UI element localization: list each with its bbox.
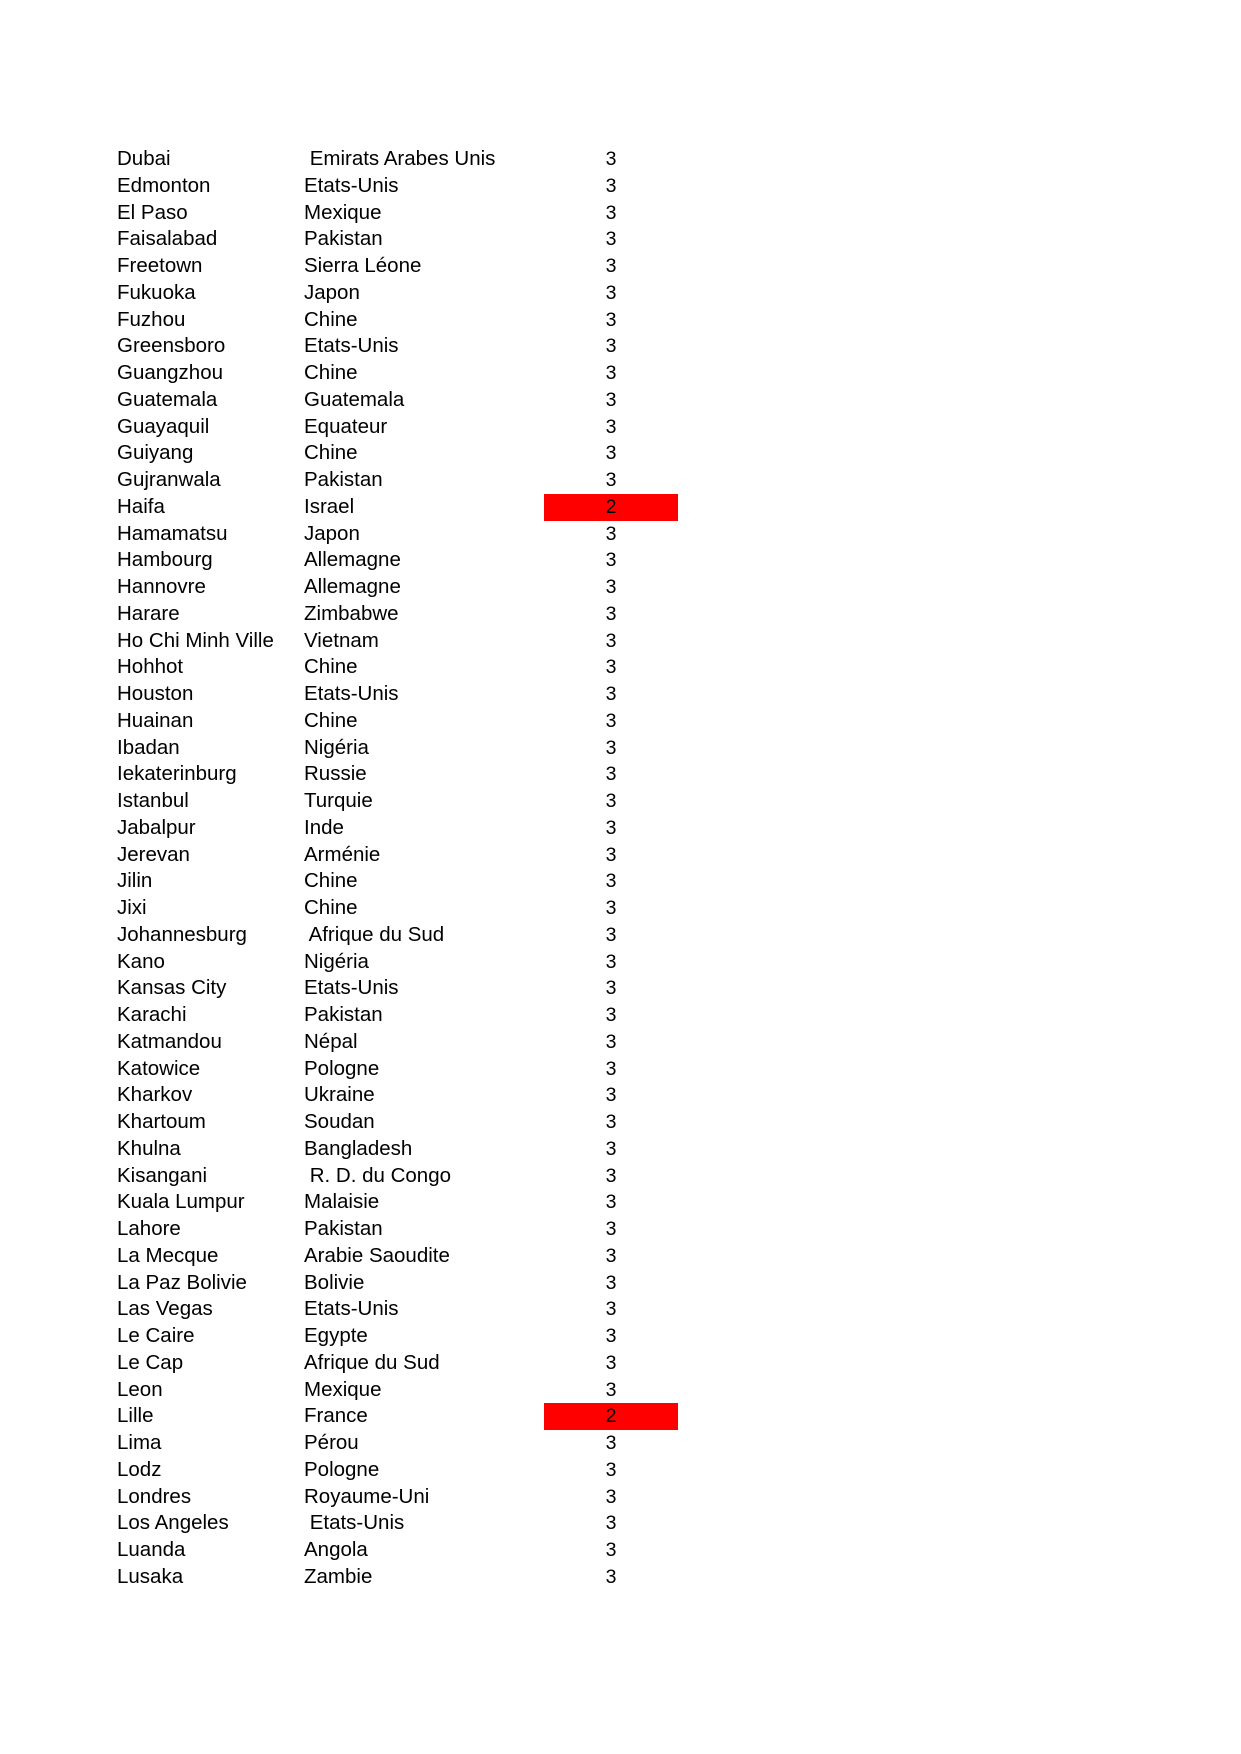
table-row <box>0 1056 1241 1083</box>
score-cell[interactable]: 3 <box>605 1485 617 1508</box>
country-cell[interactable]: Royaume-Uni <box>304 1484 430 1508</box>
score-cell-highlighted[interactable]: 2 <box>544 1403 678 1430</box>
country-cell[interactable]: Bangladesh <box>304 1136 413 1160</box>
city-cell[interactable]: Jilin <box>117 869 153 893</box>
table-row <box>0 360 1241 387</box>
country-cell[interactable]: Turquie <box>304 789 373 812</box>
country-cell[interactable]: Chine <box>304 869 358 893</box>
city-cell[interactable]: Karachi <box>117 1003 187 1026</box>
country-cell[interactable]: Chine <box>304 896 358 919</box>
table-row <box>0 280 1241 307</box>
country-cell[interactable]: Russie <box>304 762 367 786</box>
score-cell[interactable]: 3 <box>605 415 617 438</box>
score-cell[interactable]: 3 <box>605 201 617 224</box>
country-cell[interactable]: Pologne <box>304 1457 380 1481</box>
city-cell[interactable]: Huainan <box>117 708 194 732</box>
score-cell[interactable]: 3 <box>605 1298 617 1321</box>
city-cell[interactable]: Leon <box>117 1377 163 1401</box>
city-cell[interactable]: Lille <box>117 1404 154 1428</box>
table-row <box>0 1377 1241 1404</box>
city-cell[interactable]: Haifa <box>117 494 165 518</box>
city-cell[interactable]: Iekaterinburg <box>117 762 237 786</box>
score-cell[interactable]: 3 <box>605 148 617 170</box>
country-cell[interactable]: Etats-Unis <box>304 976 399 1000</box>
score-cell[interactable]: 3 <box>605 629 617 652</box>
score-cell[interactable]: 3 <box>605 1030 617 1053</box>
country-cell[interactable]: Pakistan <box>304 1217 383 1240</box>
table-row <box>0 735 1241 762</box>
city-cell[interactable]: Fuzhou <box>117 307 186 331</box>
score-cell[interactable]: 3 <box>605 1565 617 1588</box>
table-row <box>0 1484 1241 1511</box>
table-row <box>0 307 1241 334</box>
city-cell[interactable]: Edmonton <box>117 173 211 197</box>
country-cell[interactable]: Mexique <box>304 200 382 224</box>
table-row <box>0 842 1241 869</box>
table-row <box>0 1457 1241 1484</box>
table-row <box>0 414 1241 441</box>
country-cell[interactable]: Afrique du Sud <box>304 1350 440 1374</box>
city-cell[interactable]: Kisangani <box>117 1163 208 1187</box>
country-cell[interactable]: Etats-Unis <box>304 1511 405 1535</box>
city-cell[interactable]: Hamamatsu <box>117 521 228 545</box>
table-row <box>0 173 1241 200</box>
city-cell[interactable]: Fukuoka <box>117 280 196 304</box>
city-cell[interactable]: Lodz <box>117 1457 162 1481</box>
city-cell[interactable]: La Mecque <box>117 1243 219 1267</box>
table-row <box>0 1430 1241 1457</box>
table-row <box>0 708 1241 735</box>
city-cell[interactable]: Katmandou <box>117 1029 222 1053</box>
table-row <box>0 226 1241 253</box>
table-row <box>0 1002 1241 1029</box>
table-row <box>0 815 1241 842</box>
score-cell[interactable]: 3 <box>605 1244 617 1267</box>
table-row <box>0 200 1241 227</box>
score-cell[interactable]: 3 <box>605 1351 617 1374</box>
score-cell[interactable]: 3 <box>605 816 617 839</box>
table-row <box>0 1243 1241 1270</box>
country-cell[interactable]: Pakistan <box>304 468 383 491</box>
country-cell[interactable]: Soudan <box>304 1110 375 1133</box>
spreadsheet-table <box>0 146 1241 1591</box>
country-cell[interactable]: Etats-Unis <box>304 334 399 358</box>
city-cell[interactable]: Kano <box>117 949 165 973</box>
country-cell[interactable]: Etats-Unis <box>304 682 399 705</box>
score-cell[interactable]: 3 <box>605 522 617 545</box>
city-cell[interactable]: Faisalabad <box>117 227 218 251</box>
score-cell[interactable]: 3 <box>605 656 617 679</box>
table-row <box>0 895 1241 922</box>
country-cell[interactable]: Allemagne <box>304 548 401 572</box>
score-cell[interactable]: 3 <box>605 950 617 973</box>
score-cell[interactable]: 3 <box>605 335 617 358</box>
score-cell[interactable]: 3 <box>605 255 617 277</box>
score-cell[interactable]: 3 <box>605 683 617 705</box>
country-cell[interactable]: Inde <box>304 815 344 839</box>
score-cell[interactable]: 3 <box>605 790 617 812</box>
city-cell[interactable]: Luanda <box>117 1538 186 1561</box>
table-row <box>0 868 1241 895</box>
table-row <box>0 1189 1241 1216</box>
score-cell[interactable]: 3 <box>605 1512 617 1535</box>
table-row <box>0 628 1241 655</box>
country-cell[interactable]: Japon <box>304 521 360 545</box>
score-cell[interactable]: 3 <box>605 174 617 197</box>
city-cell[interactable]: Istanbul <box>117 789 189 812</box>
city-cell[interactable]: Hambourg <box>117 548 213 572</box>
table-row <box>0 1136 1241 1163</box>
score-cell[interactable]: 3 <box>605 1004 617 1026</box>
score-cell[interactable]: 3 <box>605 736 617 759</box>
city-cell[interactable]: Ho Chi Minh Ville <box>117 628 274 652</box>
city-cell[interactable]: Guiyang <box>117 441 194 465</box>
table-row <box>0 1323 1241 1350</box>
country-cell[interactable]: Angola <box>304 1538 368 1561</box>
city-cell[interactable]: Freetown <box>117 254 203 277</box>
table-row <box>0 681 1241 708</box>
city-cell[interactable]: Le Cap <box>117 1350 184 1374</box>
country-cell[interactable]: Nigéria <box>304 735 369 759</box>
score-cell[interactable]: 3 <box>605 1325 617 1347</box>
score-cell[interactable]: 3 <box>605 1378 617 1401</box>
city-cell[interactable]: Greensboro <box>117 334 226 358</box>
score-cell[interactable]: 3 <box>605 1111 617 1133</box>
city-cell[interactable]: Hannovre <box>117 575 206 598</box>
score-cell[interactable]: 3 <box>605 469 617 491</box>
city-cell[interactable]: Harare <box>117 601 180 625</box>
country-cell[interactable]: Chine <box>304 708 358 732</box>
city-cell[interactable]: Le Caire <box>117 1324 195 1347</box>
score-cell[interactable]: 3 <box>605 1271 617 1294</box>
country-cell[interactable]: Pakistan <box>304 1003 383 1026</box>
score-cell[interactable]: 3 <box>605 442 617 465</box>
table-row <box>0 333 1241 360</box>
score-cell[interactable]: 3 <box>605 763 617 786</box>
city-cell[interactable]: Los Angeles <box>117 1511 229 1535</box>
score-cell[interactable]: 3 <box>605 1057 617 1080</box>
table-row <box>0 1270 1241 1297</box>
table-row <box>0 467 1241 494</box>
city-cell[interactable]: Johannesburg <box>117 922 247 946</box>
country-cell[interactable]: Zambie <box>304 1564 373 1588</box>
score-cell[interactable]: 3 <box>605 1218 617 1240</box>
city-cell[interactable]: Las Vegas <box>117 1297 213 1321</box>
city-cell[interactable]: Kansas City <box>117 976 227 1000</box>
city-cell[interactable]: Londres <box>117 1484 192 1508</box>
city-cell[interactable]: Jixi <box>117 896 147 919</box>
table-row <box>0 1403 1241 1430</box>
city-cell[interactable]: Dubai <box>117 147 171 170</box>
city-cell[interactable]: Guangzhou <box>117 361 224 384</box>
country-cell[interactable]: Egypte <box>304 1324 368 1347</box>
country-cell[interactable]: Israel <box>304 494 355 518</box>
score-cell[interactable]: 3 <box>605 281 617 304</box>
table-row <box>0 922 1241 949</box>
city-cell[interactable]: Gujranwala <box>117 468 221 491</box>
country-cell[interactable]: Chine <box>304 307 358 331</box>
country-cell[interactable]: France <box>304 1404 368 1428</box>
country-cell[interactable]: Chine <box>304 441 358 465</box>
score-cell[interactable]: 3 <box>605 388 617 411</box>
table-row <box>0 949 1241 976</box>
city-cell[interactable]: Jabalpur <box>117 815 196 839</box>
score-cell[interactable]: 3 <box>605 1458 617 1481</box>
country-cell[interactable]: Arabie Saoudite <box>304 1243 450 1267</box>
table-row <box>0 788 1241 815</box>
table-row <box>0 654 1241 681</box>
score-cell[interactable]: 3 <box>605 923 617 946</box>
table-row <box>0 761 1241 788</box>
country-cell[interactable]: Malaisie <box>304 1190 380 1214</box>
table-row <box>0 521 1241 548</box>
city-cell[interactable]: Kuala Lumpur <box>117 1190 245 1214</box>
country-cell[interactable]: Japon <box>304 280 360 304</box>
score-cell[interactable]: 3 <box>605 843 617 866</box>
table-row <box>0 1029 1241 1056</box>
city-cell[interactable]: Khartoum <box>117 1110 206 1133</box>
city-cell[interactable]: Lusaka <box>117 1564 184 1588</box>
city-cell[interactable]: Lima <box>117 1431 162 1454</box>
country-cell[interactable]: Vietnam <box>304 628 379 652</box>
score-cell[interactable]: 3 <box>605 602 617 625</box>
table-row <box>0 601 1241 628</box>
table-row <box>0 1510 1241 1537</box>
score-cell[interactable]: 3 <box>605 870 617 893</box>
city-cell[interactable]: Guatemala <box>117 387 218 411</box>
country-cell[interactable]: Zimbabwe <box>304 601 399 625</box>
score-cell[interactable]: 3 <box>605 1432 617 1454</box>
country-cell[interactable]: Pakistan <box>304 227 383 251</box>
city-cell[interactable]: Guayaquil <box>117 414 210 438</box>
table-row <box>0 146 1241 173</box>
country-cell[interactable]: Népal <box>304 1029 358 1053</box>
score-cell[interactable]: 3 <box>605 709 617 732</box>
table-row <box>0 1537 1241 1564</box>
score-cell[interactable]: 3 <box>605 362 617 384</box>
city-cell[interactable]: Houston <box>117 682 194 705</box>
city-cell[interactable]: Jerevan <box>117 842 190 866</box>
score-cell[interactable]: 3 <box>605 1137 617 1160</box>
country-cell[interactable]: Pologne <box>304 1056 380 1080</box>
score-cell-highlighted[interactable]: 2 <box>544 494 678 521</box>
table-row <box>0 975 1241 1002</box>
city-cell[interactable]: El Paso <box>117 200 188 224</box>
score-cell[interactable]: 3 <box>605 1084 617 1107</box>
country-cell[interactable]: Etats-Unis <box>304 1297 399 1321</box>
table-row <box>0 1350 1241 1377</box>
table-row <box>0 1296 1241 1323</box>
country-cell[interactable]: Chine <box>304 361 358 384</box>
country-cell[interactable]: Afrique du Sud <box>304 922 445 946</box>
table-row <box>0 1564 1241 1591</box>
score-cell[interactable]: 3 <box>605 1164 617 1187</box>
country-cell[interactable]: Etats-Unis <box>304 173 399 197</box>
table-row <box>0 387 1241 414</box>
country-cell[interactable]: Chine <box>304 655 358 679</box>
country-cell[interactable]: Bolivie <box>304 1270 365 1294</box>
city-cell[interactable]: La Paz Bolivie <box>117 1270 247 1294</box>
table-row <box>0 574 1241 601</box>
city-cell[interactable]: Kharkov <box>117 1083 193 1107</box>
score-cell[interactable]: 3 <box>605 1539 617 1561</box>
score-cell[interactable]: 3 <box>605 977 617 1000</box>
score-cell[interactable]: 3 <box>605 308 617 331</box>
table-row <box>0 1109 1241 1136</box>
score-cell[interactable]: 3 <box>605 228 617 251</box>
score-cell[interactable]: 3 <box>605 576 617 598</box>
country-cell[interactable]: Mexique <box>304 1377 382 1401</box>
table-row <box>0 1163 1241 1190</box>
country-cell[interactable]: Equateur <box>304 414 388 438</box>
city-cell[interactable]: Khulna <box>117 1136 181 1160</box>
country-cell[interactable]: Allemagne <box>304 575 401 598</box>
table-row <box>0 253 1241 280</box>
score-cell[interactable]: 3 <box>605 1191 617 1214</box>
country-cell[interactable]: Arménie <box>304 842 381 866</box>
country-cell[interactable]: R. D. du Congo <box>304 1163 451 1187</box>
table-row <box>0 494 1241 521</box>
country-cell[interactable]: Emirats Arabes Unis <box>304 147 496 170</box>
country-cell[interactable]: Pérou <box>304 1431 359 1454</box>
city-cell[interactable]: Hohhot <box>117 655 184 679</box>
table-row <box>0 1082 1241 1109</box>
city-cell[interactable]: Lahore <box>117 1217 181 1240</box>
table-row <box>0 440 1241 467</box>
score-cell[interactable]: 3 <box>605 549 617 572</box>
country-cell[interactable]: Guatemala <box>304 387 405 411</box>
score-cell[interactable]: 3 <box>605 897 617 919</box>
country-cell[interactable]: Sierra Léone <box>304 254 422 277</box>
city-cell[interactable]: Ibadan <box>117 735 180 759</box>
table-row <box>0 547 1241 574</box>
table-row <box>0 1216 1241 1243</box>
country-cell[interactable]: Ukraine <box>304 1083 375 1107</box>
city-cell[interactable]: Katowice <box>117 1056 201 1080</box>
country-cell[interactable]: Nigéria <box>304 949 369 973</box>
